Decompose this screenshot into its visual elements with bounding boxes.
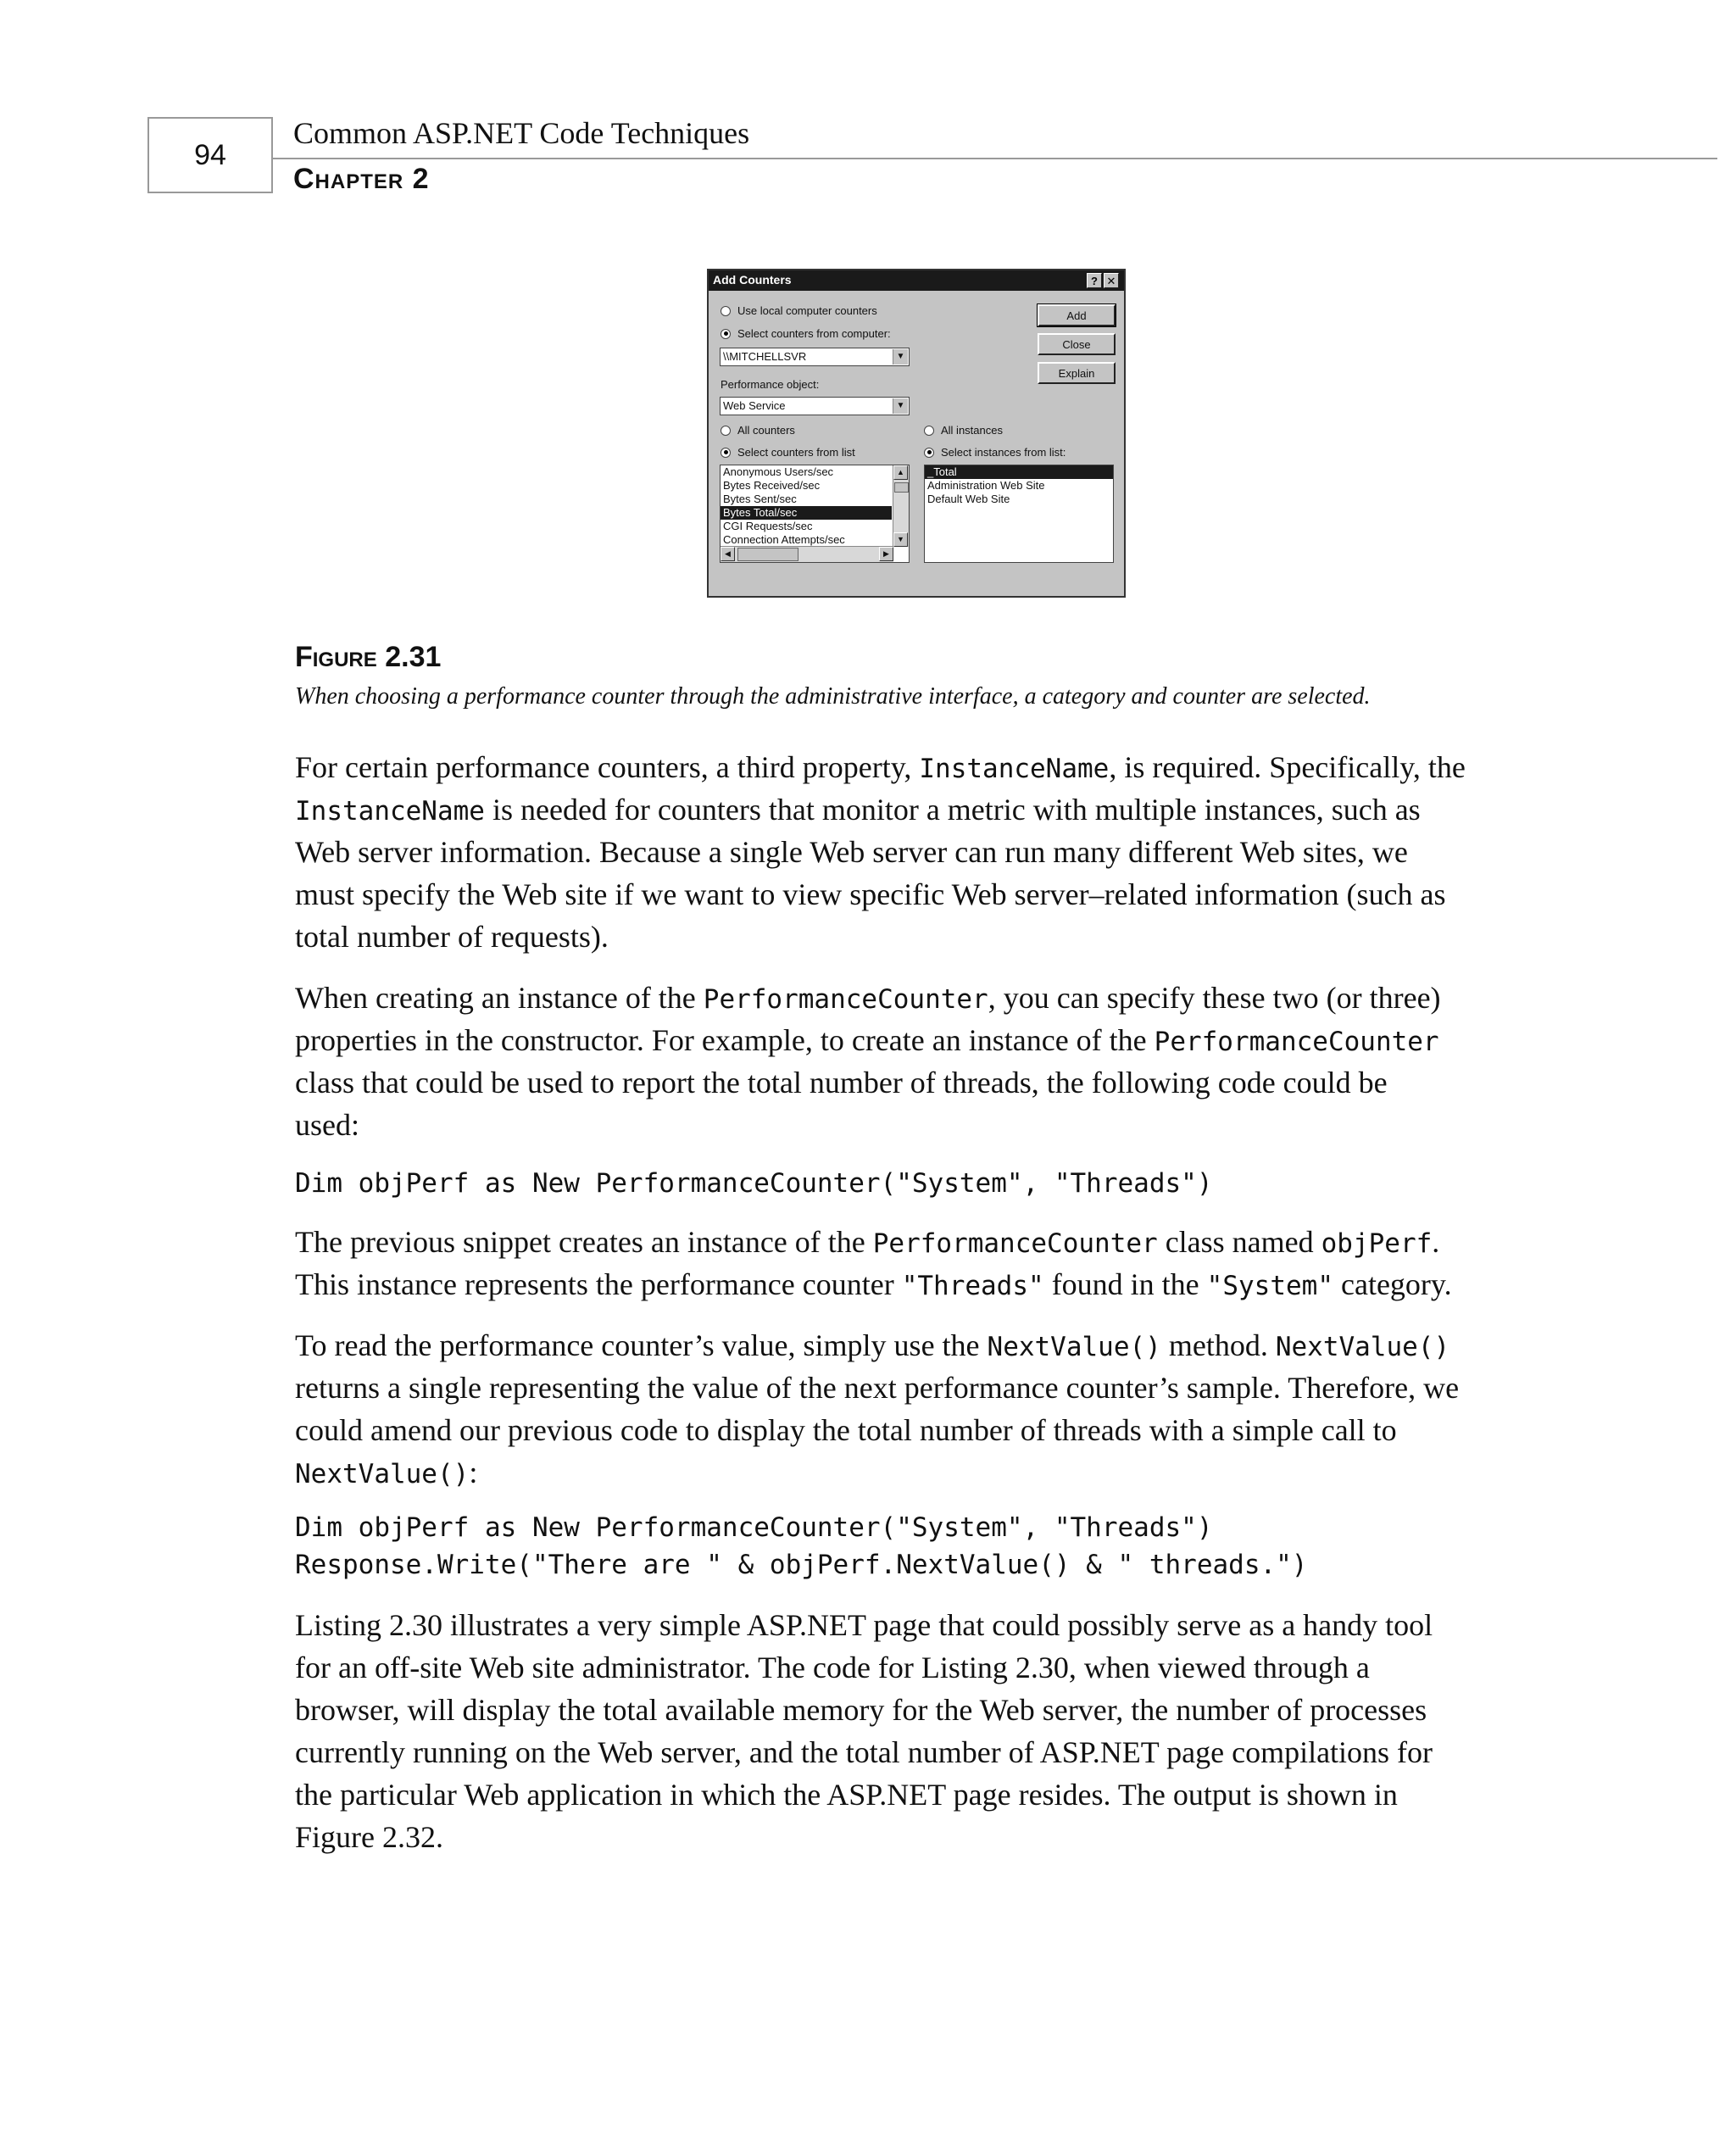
code-block-2 bbox=[295, 1509, 1550, 1584]
text: , is required. Specifically, the bbox=[1109, 750, 1466, 784]
performance-object-label: Performance object: bbox=[721, 378, 820, 391]
radio-select-from-computer-label: Select counters from computer: bbox=[737, 327, 891, 340]
inline-code: objPerf bbox=[1321, 1228, 1433, 1259]
inline-code: NextValue() bbox=[987, 1332, 1161, 1362]
list-item-selected[interactable]: _Total bbox=[925, 465, 1113, 479]
radio-icon bbox=[924, 426, 934, 436]
arrow-left-icon[interactable]: ◀ bbox=[721, 547, 735, 561]
add-counters-dialog bbox=[707, 269, 1126, 598]
radio-icon bbox=[721, 426, 731, 436]
code-line: Dim objPerf as New PerformanceCounter("System", "Threads") bbox=[295, 1512, 1213, 1543]
list-item[interactable]: Administration Web Site bbox=[927, 479, 1045, 492]
text: properties in the constructor. For example, to create an instance of the bbox=[295, 1023, 1155, 1057]
text: : bbox=[469, 1456, 478, 1489]
paragraph-2 bbox=[295, 977, 1550, 1146]
add-button[interactable]: Add bbox=[1038, 304, 1116, 326]
list-item[interactable]: Anonymous Users/sec bbox=[723, 465, 834, 478]
text-line: currently running on the Web server, and the total number of ASP.NET page compilations for bbox=[295, 1735, 1433, 1769]
inline-code: PerformanceCounter bbox=[872, 1228, 1158, 1259]
code-block-1: Dim objPerf as New PerformanceCounter("System", "Threads") bbox=[295, 1168, 1213, 1199]
code-line: Response.Write("There are " & objPerf.NextValue() & " threads.") bbox=[295, 1550, 1308, 1580]
text-line: returns a single representing the value of the next performance counter’s sample. Therefore, we bbox=[295, 1371, 1460, 1405]
inline-code: InstanceName bbox=[295, 796, 485, 827]
text: When creating an instance of the bbox=[295, 981, 704, 1015]
list-item[interactable]: CGI Requests/sec bbox=[723, 520, 813, 532]
text-line: used: bbox=[295, 1108, 359, 1142]
inline-code: PerformanceCounter bbox=[1154, 1027, 1439, 1057]
radio-selected-icon bbox=[721, 448, 731, 458]
dialog-title: Add Counters bbox=[713, 273, 792, 287]
text-line: the particular Web application in which the ASP.NET page resides. The output is shown in bbox=[295, 1778, 1398, 1812]
dialog-titlebar bbox=[709, 270, 1124, 291]
radio-all-counters-label: All counters bbox=[737, 424, 795, 437]
paragraph-4 bbox=[295, 1324, 1550, 1494]
running-head-chapter: Chapter 2 bbox=[293, 163, 430, 195]
computer-combobox[interactable] bbox=[720, 348, 910, 366]
text: . bbox=[1432, 1225, 1440, 1259]
text: is needed for counters that monitor a metric with multiple instances, such as bbox=[484, 793, 1421, 827]
explain-button[interactable]: Explain bbox=[1038, 362, 1116, 384]
inline-code: InstanceName bbox=[919, 754, 1110, 784]
inline-code: NextValue() bbox=[1275, 1332, 1450, 1362]
radio-select-counters-label: Select counters from list bbox=[737, 446, 855, 459]
radio-selected-icon bbox=[721, 329, 731, 339]
running-head-title: Common ASP.NET Code Techniques bbox=[293, 116, 750, 150]
paragraph-3 bbox=[295, 1221, 1550, 1306]
text: method. bbox=[1160, 1328, 1276, 1362]
list-item[interactable]: Bytes Received/sec bbox=[723, 479, 821, 492]
text-line: for an off-site Web site administrator. The code for Listing 2.30, when viewed through a bbox=[295, 1651, 1370, 1684]
text-line: Web server information. Because a single Web server can run many different Web sites, we bbox=[295, 835, 1408, 869]
inline-code: "Threads" bbox=[901, 1271, 1044, 1301]
radio-select-instances[interactable] bbox=[924, 446, 1066, 459]
text: To read the performance counter’s value, simply use the bbox=[295, 1328, 988, 1362]
scrollbar-thumb[interactable] bbox=[737, 548, 798, 561]
radio-local-counters-label: Use local computer counters bbox=[737, 304, 877, 317]
text-line: could amend our previous code to display the total number of threads with a simple call to bbox=[295, 1413, 1397, 1447]
page-number-text: 94 bbox=[194, 138, 226, 171]
radio-select-from-computer[interactable] bbox=[721, 327, 891, 340]
text-line: Figure 2.32. bbox=[295, 1820, 443, 1854]
vertical-scrollbar[interactable] bbox=[893, 465, 909, 547]
radio-selected-icon bbox=[924, 448, 934, 458]
arrow-down-icon[interactable]: ▼ bbox=[893, 532, 908, 547]
radio-all-instances[interactable] bbox=[924, 424, 1003, 437]
paragraph-5 bbox=[295, 1604, 1550, 1858]
page-number bbox=[147, 117, 273, 193]
text: category. bbox=[1333, 1267, 1452, 1301]
radio-all-counters[interactable] bbox=[721, 424, 795, 437]
list-item[interactable]: Bytes Sent/sec bbox=[723, 493, 797, 505]
text: This instance represents the performance counter bbox=[295, 1267, 902, 1301]
text: For certain performance counters, a third property, bbox=[295, 750, 920, 784]
text: class named bbox=[1157, 1225, 1321, 1259]
figure-caption: When choosing a performance counter through the administrative interface, a category and counter are selected. bbox=[295, 683, 1371, 710]
chevron-down-icon[interactable]: ▼ bbox=[893, 349, 908, 365]
chevron-down-icon[interactable]: ▼ bbox=[893, 398, 908, 414]
close-button[interactable]: Close bbox=[1038, 333, 1116, 355]
radio-local-counters[interactable] bbox=[721, 304, 877, 317]
inline-code: PerformanceCounter bbox=[703, 984, 988, 1015]
close-icon[interactable]: ✕ bbox=[1104, 273, 1119, 288]
horizontal-scrollbar[interactable] bbox=[721, 546, 893, 562]
text-line: browser, will display the total available memory for the Web server, the number of processes bbox=[295, 1693, 1427, 1727]
list-item-selected[interactable]: Bytes Total/sec bbox=[721, 506, 892, 520]
arrow-up-icon[interactable]: ▲ bbox=[893, 465, 908, 480]
arrow-right-icon[interactable]: ▶ bbox=[879, 547, 893, 561]
text-line: class that could be used to report the total number of threads, the following code could be bbox=[295, 1066, 1388, 1100]
help-icon[interactable]: ? bbox=[1087, 273, 1102, 288]
figure-label: Figure 2.31 bbox=[295, 641, 442, 673]
performance-object-value: Web Service bbox=[723, 399, 786, 412]
inline-code: NextValue() bbox=[295, 1459, 470, 1489]
paragraph-1 bbox=[295, 746, 1550, 958]
list-item[interactable]: Default Web Site bbox=[927, 493, 1010, 505]
text: The previous snippet creates an instance of the bbox=[295, 1225, 873, 1259]
radio-select-instances-label: Select instances from list: bbox=[941, 446, 1066, 459]
text-line: Listing 2.30 illustrates a very simple ASP.NET page that could possibly serve as a handy tool bbox=[295, 1608, 1433, 1642]
text-line: total number of requests). bbox=[295, 920, 609, 954]
scrollbar-thumb[interactable] bbox=[894, 482, 909, 493]
inline-code: "System" bbox=[1206, 1271, 1333, 1301]
radio-select-counters[interactable] bbox=[721, 446, 855, 459]
text: , you can specify these two (or three) bbox=[988, 981, 1441, 1015]
instances-listbox[interactable] bbox=[924, 465, 1114, 563]
list-item[interactable]: Connection Attempts/sec bbox=[723, 533, 845, 546]
header-rule bbox=[273, 158, 1717, 159]
counters-listbox[interactable] bbox=[720, 465, 910, 563]
performance-object-combobox[interactable] bbox=[720, 397, 910, 415]
radio-all-instances-label: All instances bbox=[941, 424, 1003, 437]
computer-value: \\MITCHELLSVR bbox=[723, 350, 807, 363]
radio-icon bbox=[721, 306, 731, 316]
text: found in the bbox=[1043, 1267, 1207, 1301]
text-line: must specify the Web site if we want to view specific Web server–related information (such as bbox=[295, 877, 1446, 911]
